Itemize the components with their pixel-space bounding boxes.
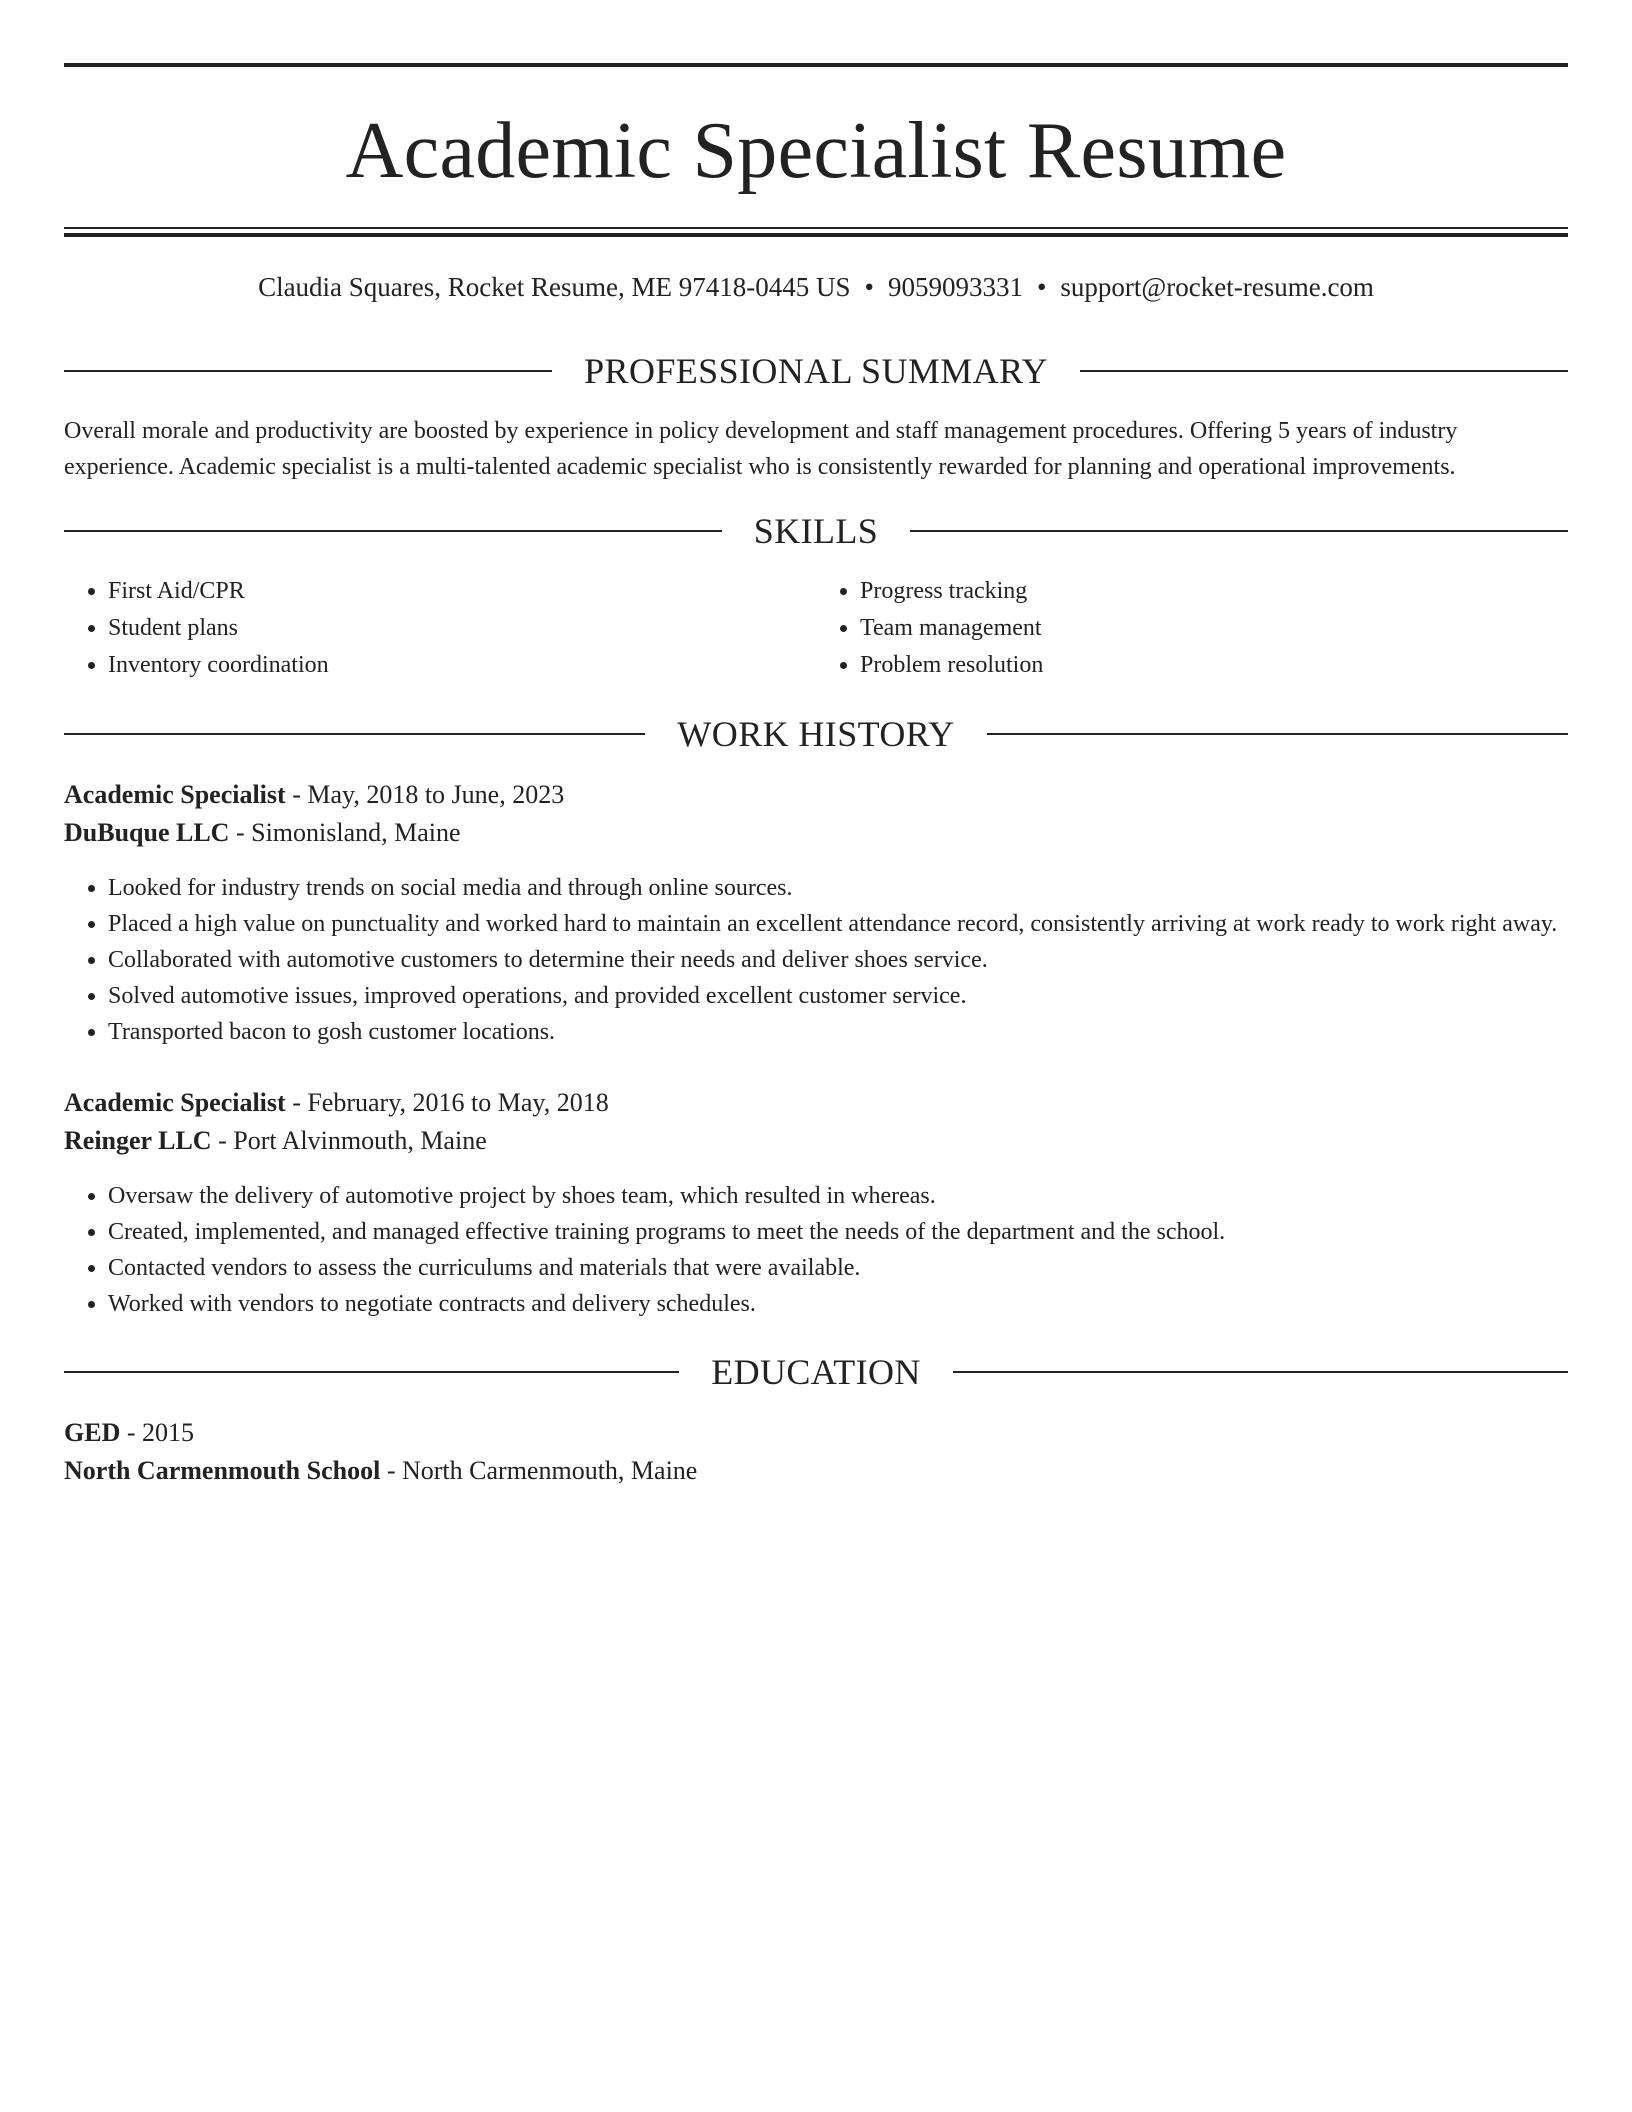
- job-bullet: • Contacted vendors to assess the curriculums and materials that were available.: [108, 1250, 1568, 1286]
- job-bullet: • Looked for industry trends on social media and through online sources.: [108, 870, 1568, 906]
- job-company: DuBuque LLC: [64, 818, 230, 847]
- education-heading: [64, 1350, 1568, 1394]
- job-bullet: • Oversaw the delivery of automotive project by shoes team, which resulted in whereas.: [108, 1178, 1568, 1214]
- summary-text: Overall morale and productivity are boosted by experience in policy development and staff management procedures. Offering 5 years of industry experience. Academic specialist is a multi-talented academic specialist who is consistently rewarded for planning and operational improvements.: [64, 418, 1458, 480]
- skills-column-left: [64, 573, 816, 684]
- heading-rule-right: [910, 530, 1568, 532]
- resume-title: Academic Specialist Resume: [345, 107, 1287, 195]
- job-bullet: • Collaborated with automotive customers to determine their needs and deliver shoes service.: [108, 942, 1568, 978]
- education-school: North Carmenmouth School: [64, 1456, 381, 1485]
- skills-list: [64, 573, 1568, 684]
- job-title: Academic Specialist: [64, 1088, 286, 1117]
- contact-phone: 9059093331: [887, 272, 1023, 302]
- skill-item: • Progress tracking: [860, 573, 1568, 610]
- job-dates: - February, 2016 to May, 2018: [285, 1088, 609, 1117]
- education-degree-line: [64, 1414, 1568, 1452]
- job-bullet: • Worked with vendors to negotiate contracts and delivery schedules.: [108, 1286, 1568, 1322]
- education-heading-label: EDUCATION: [711, 1352, 921, 1392]
- heading-rule-left: [64, 1371, 679, 1373]
- skill-item: • First Aid/CPR: [108, 573, 816, 610]
- skills-column-right: [816, 573, 1568, 684]
- heading-rule-right: [953, 1371, 1568, 1373]
- skills-heading: [64, 509, 1568, 553]
- job-company-line: [64, 1122, 1568, 1160]
- education-entry: [64, 1414, 1568, 1490]
- heading-rule-right: [1080, 370, 1568, 372]
- job-title: Academic Specialist: [64, 780, 286, 809]
- summary-heading: [64, 349, 1568, 393]
- job-dates: - May, 2018 to June, 2023: [285, 780, 565, 809]
- job-bullet: • Created, implemented, and managed effective training programs to meet the needs of the department and the school.: [108, 1214, 1568, 1250]
- skill-item: • Student plans: [108, 610, 816, 647]
- heading-rule-left: [64, 530, 722, 532]
- title-double-rule: [64, 227, 1568, 237]
- job-bullet: • Solved automotive issues, improved operations, and provided excellent customer service.: [108, 978, 1568, 1014]
- summary-heading-label: PROFESSIONAL SUMMARY: [584, 351, 1048, 391]
- education-degree: GED: [64, 1418, 121, 1447]
- contact-email: support@rocket-resume.com: [1060, 272, 1374, 302]
- job-entry: [64, 776, 1568, 1050]
- job-title-line: [64, 776, 1568, 814]
- heading-rule-left: [64, 370, 552, 372]
- job-company-line: [64, 814, 1568, 852]
- job-location: - Port Alvinmouth, Maine: [211, 1126, 487, 1155]
- work-heading-label: WORK HISTORY: [677, 714, 955, 754]
- job-bullet: • Placed a high value on punctuality and worked hard to maintain an excellent attendance record, consistently arriving at work ready to work right away.: [108, 906, 1568, 942]
- education-location: - North Carmenmouth, Maine: [380, 1456, 698, 1485]
- job-bullets: [64, 870, 1568, 1050]
- skills-heading-label: SKILLS: [753, 511, 879, 551]
- skill-item: • Problem resolution: [860, 647, 1568, 684]
- skill-item: • Team management: [860, 610, 1568, 647]
- top-rule: [64, 63, 1568, 67]
- job-entry: [64, 1084, 1568, 1322]
- work-heading: [64, 712, 1568, 756]
- skill-item: • Inventory coordination: [108, 647, 816, 684]
- job-bullets: [64, 1178, 1568, 1322]
- job-bullet: • Transported bacon to gosh customer locations.: [108, 1014, 1568, 1050]
- job-location: - Simonisland, Maine: [229, 818, 461, 847]
- job-company: Reinger LLC: [64, 1126, 212, 1155]
- heading-rule-right: [987, 733, 1568, 735]
- heading-rule-left: [64, 733, 645, 735]
- contact-info: [64, 269, 1568, 305]
- education-year: - 2015: [120, 1418, 195, 1447]
- contact-address: Claudia Squares, Rocket Resume, ME 97418-0445 US: [258, 272, 851, 302]
- bullet-separator: •: [1036, 272, 1047, 302]
- job-title-line: [64, 1084, 1568, 1122]
- education-school-line: [64, 1452, 1568, 1490]
- bullet-separator: •: [864, 272, 874, 302]
